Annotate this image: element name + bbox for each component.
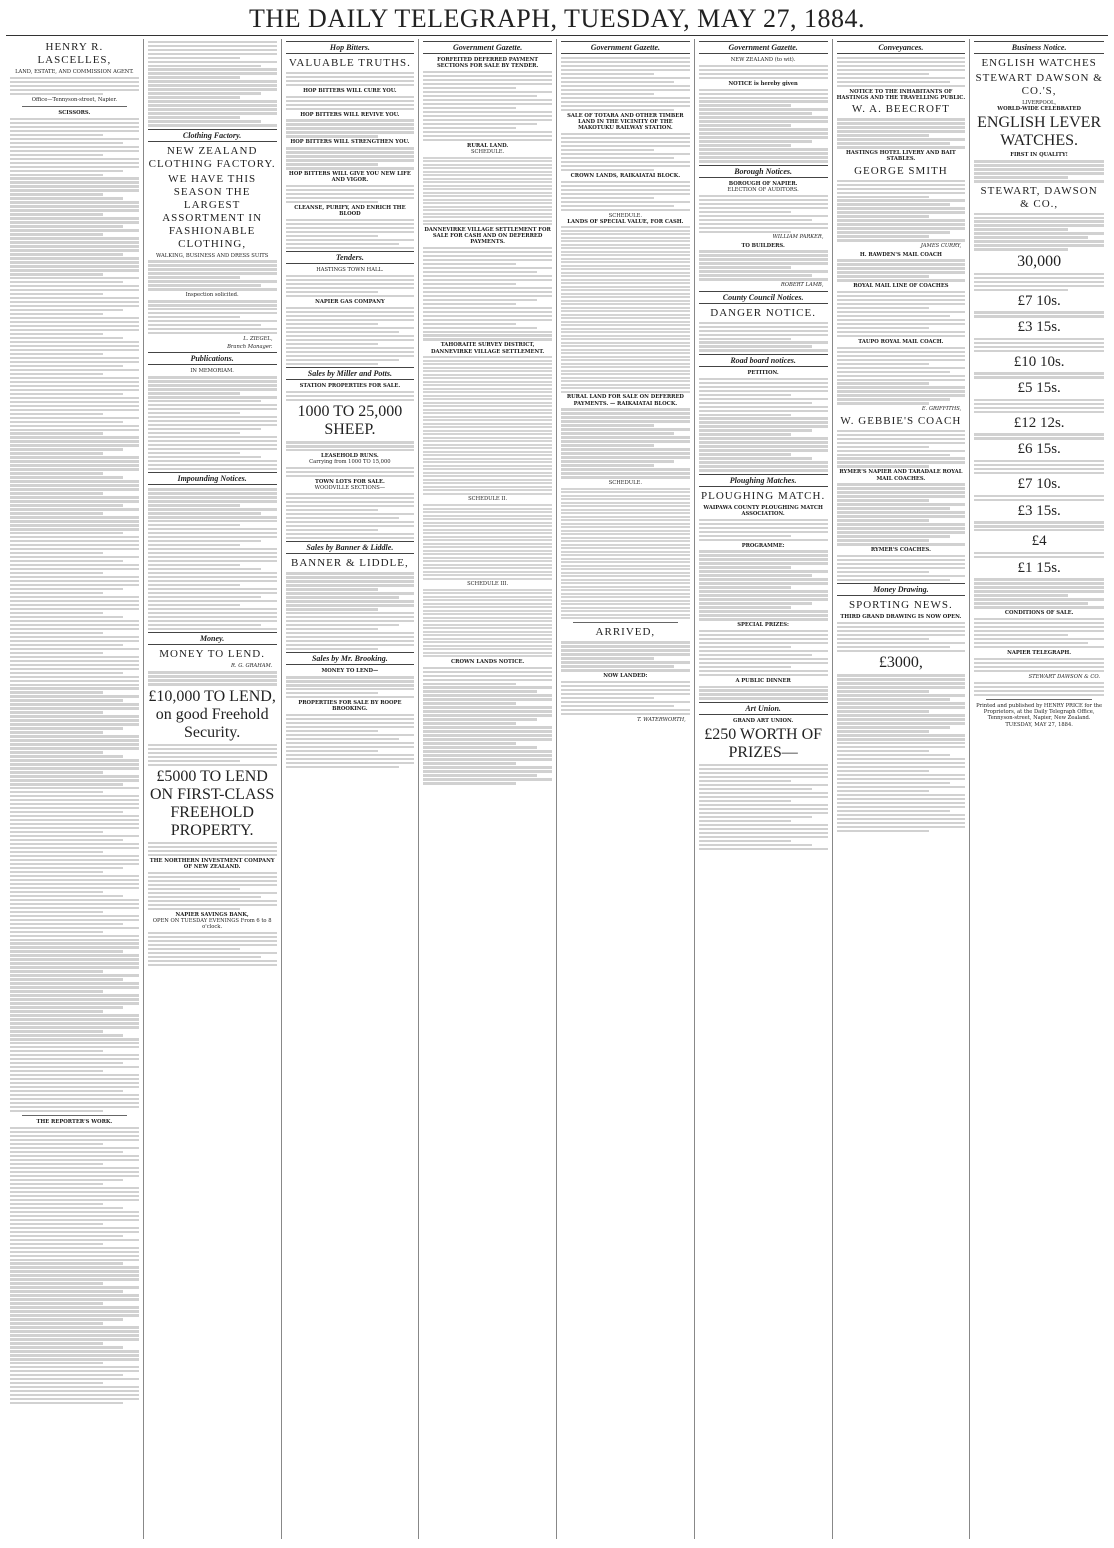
english-lever: ENGLISH LEVER WATCHES. (977, 114, 1102, 150)
text-block (148, 932, 277, 966)
testimonials: 30,000 (1017, 252, 1062, 270)
text-block (10, 118, 139, 1113)
text-block (286, 185, 415, 203)
price-5: £12 12s. (1013, 414, 1065, 431)
schedule-table-1 (423, 157, 552, 226)
text-block (699, 550, 828, 620)
text-block (699, 65, 828, 79)
rymer: RYMER'S NAPIER AND TARADALE ROYAL MAIL COACHES. (839, 469, 963, 482)
schedule-table-4 (423, 589, 552, 658)
price-10: £1 15s. (1017, 559, 1061, 576)
memoriam: IN MEMORIAM. (190, 368, 234, 375)
column-6 (695, 39, 833, 1539)
text-block (974, 521, 1104, 531)
text-block (148, 41, 277, 127)
special-prizes: SPECIAL PRIZES: (737, 622, 789, 629)
programme: PROGRAMME: (741, 542, 785, 549)
text-block (837, 57, 966, 87)
money-drawing-heading: Money Drawing. (837, 583, 966, 596)
liverpool: LIVERPOOL, (1022, 100, 1057, 106)
divider (22, 106, 127, 107)
northern-investment: THE NORTHERN INVESTMENT COMPANY OF NEW ZEALAND. (149, 857, 275, 871)
election-auditors: ELECTION OF AUDITORS. (727, 186, 799, 193)
text-block (561, 641, 690, 671)
gazette-heading-3: Government Gazette. (699, 41, 828, 54)
hastings-livery: HASTINGS HOTEL LIVERY AND BAIT STABLES. (845, 150, 956, 163)
text-block (974, 460, 1104, 474)
schedule-table-5 (561, 226, 690, 393)
graham: R. G. GRAHAM. (231, 663, 273, 670)
five-thousand: £5000 TO LEND ON FIRST-CLASS FREEHOLD PROPERTY. (149, 767, 275, 839)
price-7: £7 10s. (1017, 475, 1061, 492)
banner-liddle-heading: Sales by Banner & Liddle. (286, 541, 415, 554)
we-have: WE HAVE THIS SEASON THE LARGEST ASSORTMENT IN FASHIONABLE CLOTHING, (162, 172, 263, 250)
napier-telegraph: NAPIER TELEGRAPH. (1007, 649, 1072, 656)
text-block (974, 552, 1104, 558)
lamb: ROBERT LAMB, (780, 282, 824, 289)
price-1: £7 10s. (1017, 292, 1061, 309)
price-2: £3 15s. (1017, 319, 1061, 336)
tahoraite: TAHORAITE SURVEY DISTRICT, DANNEVIRKE VILLAGE SETTLEMENT. (431, 342, 545, 355)
now-landed: NOW LANDED: (603, 673, 648, 680)
text-block (423, 71, 552, 141)
divider (986, 699, 1092, 700)
text-block (286, 219, 415, 249)
conveyances-heading: Conveyances. (837, 41, 966, 54)
text-block (974, 495, 1104, 501)
columns (6, 39, 1108, 1539)
road-board-heading: Road board notices. (699, 354, 828, 367)
text-block (699, 250, 828, 280)
text-block (148, 376, 277, 470)
world-wide: WORLD-WIDE CELEBRATED (997, 106, 1081, 113)
sheep-range: 1000 TO 25,000 SHEEP. (297, 403, 403, 439)
text-block (561, 408, 690, 478)
griffiths: E. GRIFFITHS, (921, 406, 962, 413)
schedule-table-3 (423, 504, 552, 580)
text-block (974, 618, 1104, 648)
beecroft: W. A. BEECROFT (851, 103, 950, 116)
text-block (837, 555, 966, 581)
rawden: H. RAWDEN'S MAIL COACH (859, 251, 942, 258)
parker: WILLIAM PARKER, (772, 234, 824, 241)
text-block (286, 119, 415, 137)
text-block (286, 391, 415, 401)
text-block (837, 259, 966, 281)
advert-office: Office—Tennyson-street, Napier. (31, 96, 118, 103)
masthead: THE DAILY TELEGRAPH, TUESDAY, MAY 27, 1884. (6, 4, 1108, 36)
text-block (561, 181, 690, 211)
county-heading: County Council Notices. (699, 291, 828, 304)
text-block (974, 433, 1104, 439)
impounding-heading: Impounding Notices. (148, 472, 277, 485)
text-block (286, 467, 415, 477)
text-block (148, 488, 277, 630)
waterworth: T. WATERWORTH, (637, 716, 686, 723)
text-block (699, 686, 828, 700)
price-9: £4 (1031, 533, 1047, 550)
business-heading: Business Notice. (974, 41, 1104, 54)
column-1 (6, 39, 144, 1539)
hastings-hall: HASTINGS TOWN HALL. (316, 267, 384, 274)
public-dinner: A PUBLIC DINNER (735, 677, 791, 684)
price-8: £3 15s. (1017, 502, 1061, 519)
text-block (974, 273, 1104, 291)
cleanse: CLEANSE, PURIFY, AND ENRICH THE BLOOD (294, 205, 406, 218)
text-block (837, 180, 966, 242)
money-to-lend: MONEY TO LEND. (159, 648, 265, 661)
text-block (837, 622, 966, 652)
publications-heading: Publications. (148, 352, 277, 365)
text-block (286, 275, 415, 297)
text-block (423, 667, 552, 785)
brooking-properties: PROPERTIES FOR SALE BY ROOPE BROOKING. (298, 700, 402, 713)
nz-clothing: NEW ZEALAND CLOTHING FACTORY. (148, 144, 276, 170)
divider (573, 622, 678, 623)
text-block (974, 213, 1104, 251)
stewart-dawson-2: STEWART, DAWSON & CO., (980, 184, 1098, 210)
inspection: Inspection solicited. (185, 292, 239, 299)
sporting-news: SPORTING NEWS. (848, 599, 953, 612)
text-block (286, 493, 415, 539)
savings-open: OPEN ON TUESDAY EVENINGS From 6 to 8 o'clock. (152, 917, 272, 931)
text-block (148, 300, 277, 334)
waipawa: WAIPAWA COUNTY PLOUGHING MATCH ASSOCIATION. (703, 504, 823, 517)
walking-suits: WALKING, BUSINESS AND DRESS SUITS (155, 252, 269, 259)
money-heading: Money. (148, 632, 277, 645)
column-7 (833, 39, 971, 1539)
rural-land-sale: RURAL LAND FOR SALE ON DEFERRED PAYMENTS. — RAIKAIATAI BLOCK. (566, 394, 684, 407)
gazette-heading-1: Government Gazette. (423, 41, 552, 54)
text-block (974, 682, 1104, 696)
lands-special-value: LANDS OF SPECIAL VALUE, FOR CASH. (567, 218, 684, 225)
woodville-sections: WOODVILLE SECTIONS— (314, 485, 386, 492)
text-block (699, 630, 828, 676)
text-block (837, 291, 966, 337)
text-block (699, 519, 828, 541)
notice-hereby: NOTICE is hereby given (728, 80, 798, 87)
ploughing-heading: Ploughing Matches. (699, 474, 828, 487)
schedule-2: SCHEDULE II. (468, 496, 508, 503)
danger-notice: DANGER NOTICE. (710, 306, 816, 319)
clothing-heading: Clothing Factory. (148, 129, 277, 142)
schedule-6: SCHEDULE. (608, 480, 642, 487)
borough-napier: BOROUGH OF NAPIER. (728, 180, 798, 187)
text-block (286, 441, 415, 451)
grand-art-union: GRAND ART UNION. (733, 717, 794, 724)
text-block (699, 195, 828, 233)
text-block (837, 347, 966, 405)
text-block (974, 399, 1104, 413)
text-block (148, 872, 277, 910)
price-3: £10 10s. (1013, 353, 1065, 370)
art-union-heading: Art Union. (699, 702, 828, 715)
advert-lascelles: HENRY R. LASCELLES, (37, 41, 112, 66)
column-2 (144, 39, 282, 1539)
leasehold-runs: LEASEHOLD RUNS. (321, 453, 379, 460)
hop-cure: HOP BITTERS WILL CURE YOU. (303, 87, 397, 94)
text-block (974, 338, 1104, 352)
text-block (974, 311, 1104, 317)
text-block (561, 681, 690, 715)
banner-liddle: BANNER & LIDDLE, (291, 557, 409, 570)
gazette-heading-2: Government Gazette. (561, 41, 690, 54)
nz-to-wit: NEW ZEALAND (to wit). (730, 57, 796, 63)
text-block (561, 57, 690, 111)
hop-revive: HOP BITTERS WILL REVIVE YOU. (300, 111, 400, 118)
third-grand: THIRD GRAND DRAWING IS NOW OPEN. (840, 614, 962, 621)
text-block (148, 260, 277, 290)
conditions-of-sale: CONDITIONS OF SALE. (1004, 610, 1074, 617)
stewart-dawson-3: STEWART DAWSON & CO. (1028, 673, 1100, 680)
george-smith: GEORGE SMITH (854, 164, 948, 177)
hop-new-life: HOP BITTERS WILL GIVE YOU NEW LIFE AND VIGOR. (288, 171, 411, 184)
text-block (837, 118, 966, 148)
text-block (974, 578, 1104, 608)
stewart-dawson: STEWART DAWSON & CO.'S, (975, 72, 1103, 97)
petition: PETITION. (747, 369, 779, 376)
to-builders: TO BUILDERS. (741, 242, 785, 249)
royal-mail: ROYAL MAIL LINE OF COACHES (853, 283, 949, 290)
hop-strengthen: HOP BITTERS WILL STRENGTHEN YOU. (290, 139, 410, 146)
imprint-date: TUESDAY, MAY 27, 1884. (1005, 721, 1073, 728)
ziegel-role: Branch Manager. (227, 344, 273, 351)
text-block (286, 96, 415, 110)
text-block (699, 322, 828, 352)
text-block (837, 430, 966, 468)
tenders-heading: Tenders. (286, 251, 415, 264)
text-block (286, 572, 415, 650)
schedule-3: SCHEDULE III. (467, 581, 509, 588)
text-block (837, 674, 966, 832)
savings-bank: NAPIER SAVINGS BANK, (175, 911, 249, 918)
ten-thousand: £10,000 TO LEND, on good Freehold Security. (148, 687, 276, 741)
three-thousand: £3000, (878, 654, 923, 672)
station-properties: STATION PROPERTIES FOR SALE. (299, 382, 401, 389)
crown-lands-raikaiatai: CROWN LANDS, RAIKAIATAI BLOCK. (570, 172, 681, 179)
money-to-lend-2: MONEY TO LEND— (321, 668, 379, 675)
text-block (286, 72, 415, 86)
first-quality: FIRST IN QUALITY! (1010, 152, 1068, 159)
gebbie-coach: W. GEBBIE'S COACH (840, 414, 962, 427)
dannevirke: DANNEVIRKE VILLAGE SETTLEMENT FOR SALE FOR CASH AND ON DEFERRED PAYMENTS. (424, 226, 551, 246)
ploughing-match: PLOUGHING MATCH. (701, 489, 826, 502)
schedule-5: SCHEDULE. (608, 212, 642, 219)
text-block (974, 372, 1104, 378)
ziegel: L. ZIEGEL, (243, 335, 273, 342)
rural-land: RURAL LAND. (467, 142, 509, 149)
text-block (423, 247, 552, 341)
curry: JAMES CURRY, (920, 243, 962, 250)
price-6: £6 15s. (1017, 441, 1061, 458)
column-8 (970, 39, 1108, 1539)
schedule-1: SCHEDULE. (471, 148, 505, 155)
text-block (974, 658, 1104, 672)
text-block (148, 671, 277, 685)
scissors-heading: SCISSORS. (58, 109, 91, 116)
forfeited: FORFEITED DEFERRED PAYMENT SECTIONS FOR SALE BY TENDER. (436, 57, 539, 70)
text-block (699, 378, 828, 472)
english-watches: ENGLISH WATCHES (981, 57, 1097, 69)
column-4 (419, 39, 557, 1539)
carrying: Carrying from 1000 TO 15,000 (309, 459, 391, 466)
crown-notice: CROWN LANDS NOTICE. (451, 658, 525, 665)
text-block (10, 1127, 139, 1404)
text-block (561, 133, 690, 171)
text-block (10, 77, 139, 95)
text-block (148, 842, 277, 856)
column-5 (557, 39, 695, 1539)
hop-heading: Hop Bitters. (286, 41, 415, 54)
brooking-heading: Sales by Mr. Brooking. (286, 652, 415, 665)
divider (22, 1115, 127, 1116)
text-block (286, 714, 415, 768)
text-block (286, 676, 415, 698)
rymers-coaches: RYMER'S COACHES. (870, 547, 931, 554)
miller-potts-heading: Sales by Miller and Potts. (286, 367, 415, 380)
text-block (699, 764, 828, 850)
sale-totara: SALE OF TOTARA AND OTHER TIMBER LAND IN THE VICINITY OF THE MAKOTUKU RAILWAY STATION. (567, 112, 684, 132)
inhabitants-notice: NOTICE TO THE INHABITANTS OF HASTINGS AND THE TRAVELLING PUBLIC. (836, 88, 966, 102)
schedule-table-2 (423, 356, 552, 495)
imprint: Printed and published by HENRY PRICE for the Proprietors, at the Daily Telegraph Office, Tennyson-street, Napier, New Zealand. (976, 703, 1103, 722)
arrived: ARRIVED, (595, 626, 656, 639)
taupo-coach: TAUPO ROYAL MAIL COACH. (858, 338, 944, 345)
text-block (974, 160, 1104, 182)
price-4: £5 15s. (1017, 380, 1061, 397)
schedule-table-6 (561, 488, 690, 620)
advert-lascelles-sub: LAND, ESTATE, AND COMMISSION AGENT. (15, 69, 134, 75)
napier-gas: NAPIER GAS COMPANY (315, 299, 385, 305)
column-3 (282, 39, 420, 1539)
text-block (148, 744, 277, 766)
text-block (699, 89, 828, 163)
borough-heading: Borough Notices. (699, 165, 828, 178)
text-block (837, 483, 966, 545)
hop-title: VALUABLE TRUTHS. (288, 57, 411, 69)
town-lots: TOWN LOTS FOR SALE. (314, 479, 385, 486)
reporter-heading: THE REPORTER'S WORK. (36, 1119, 113, 1126)
text-block (286, 307, 415, 365)
worth-prizes: £250 WORTH OF PRIZES— (704, 726, 823, 762)
text-block (286, 147, 415, 169)
